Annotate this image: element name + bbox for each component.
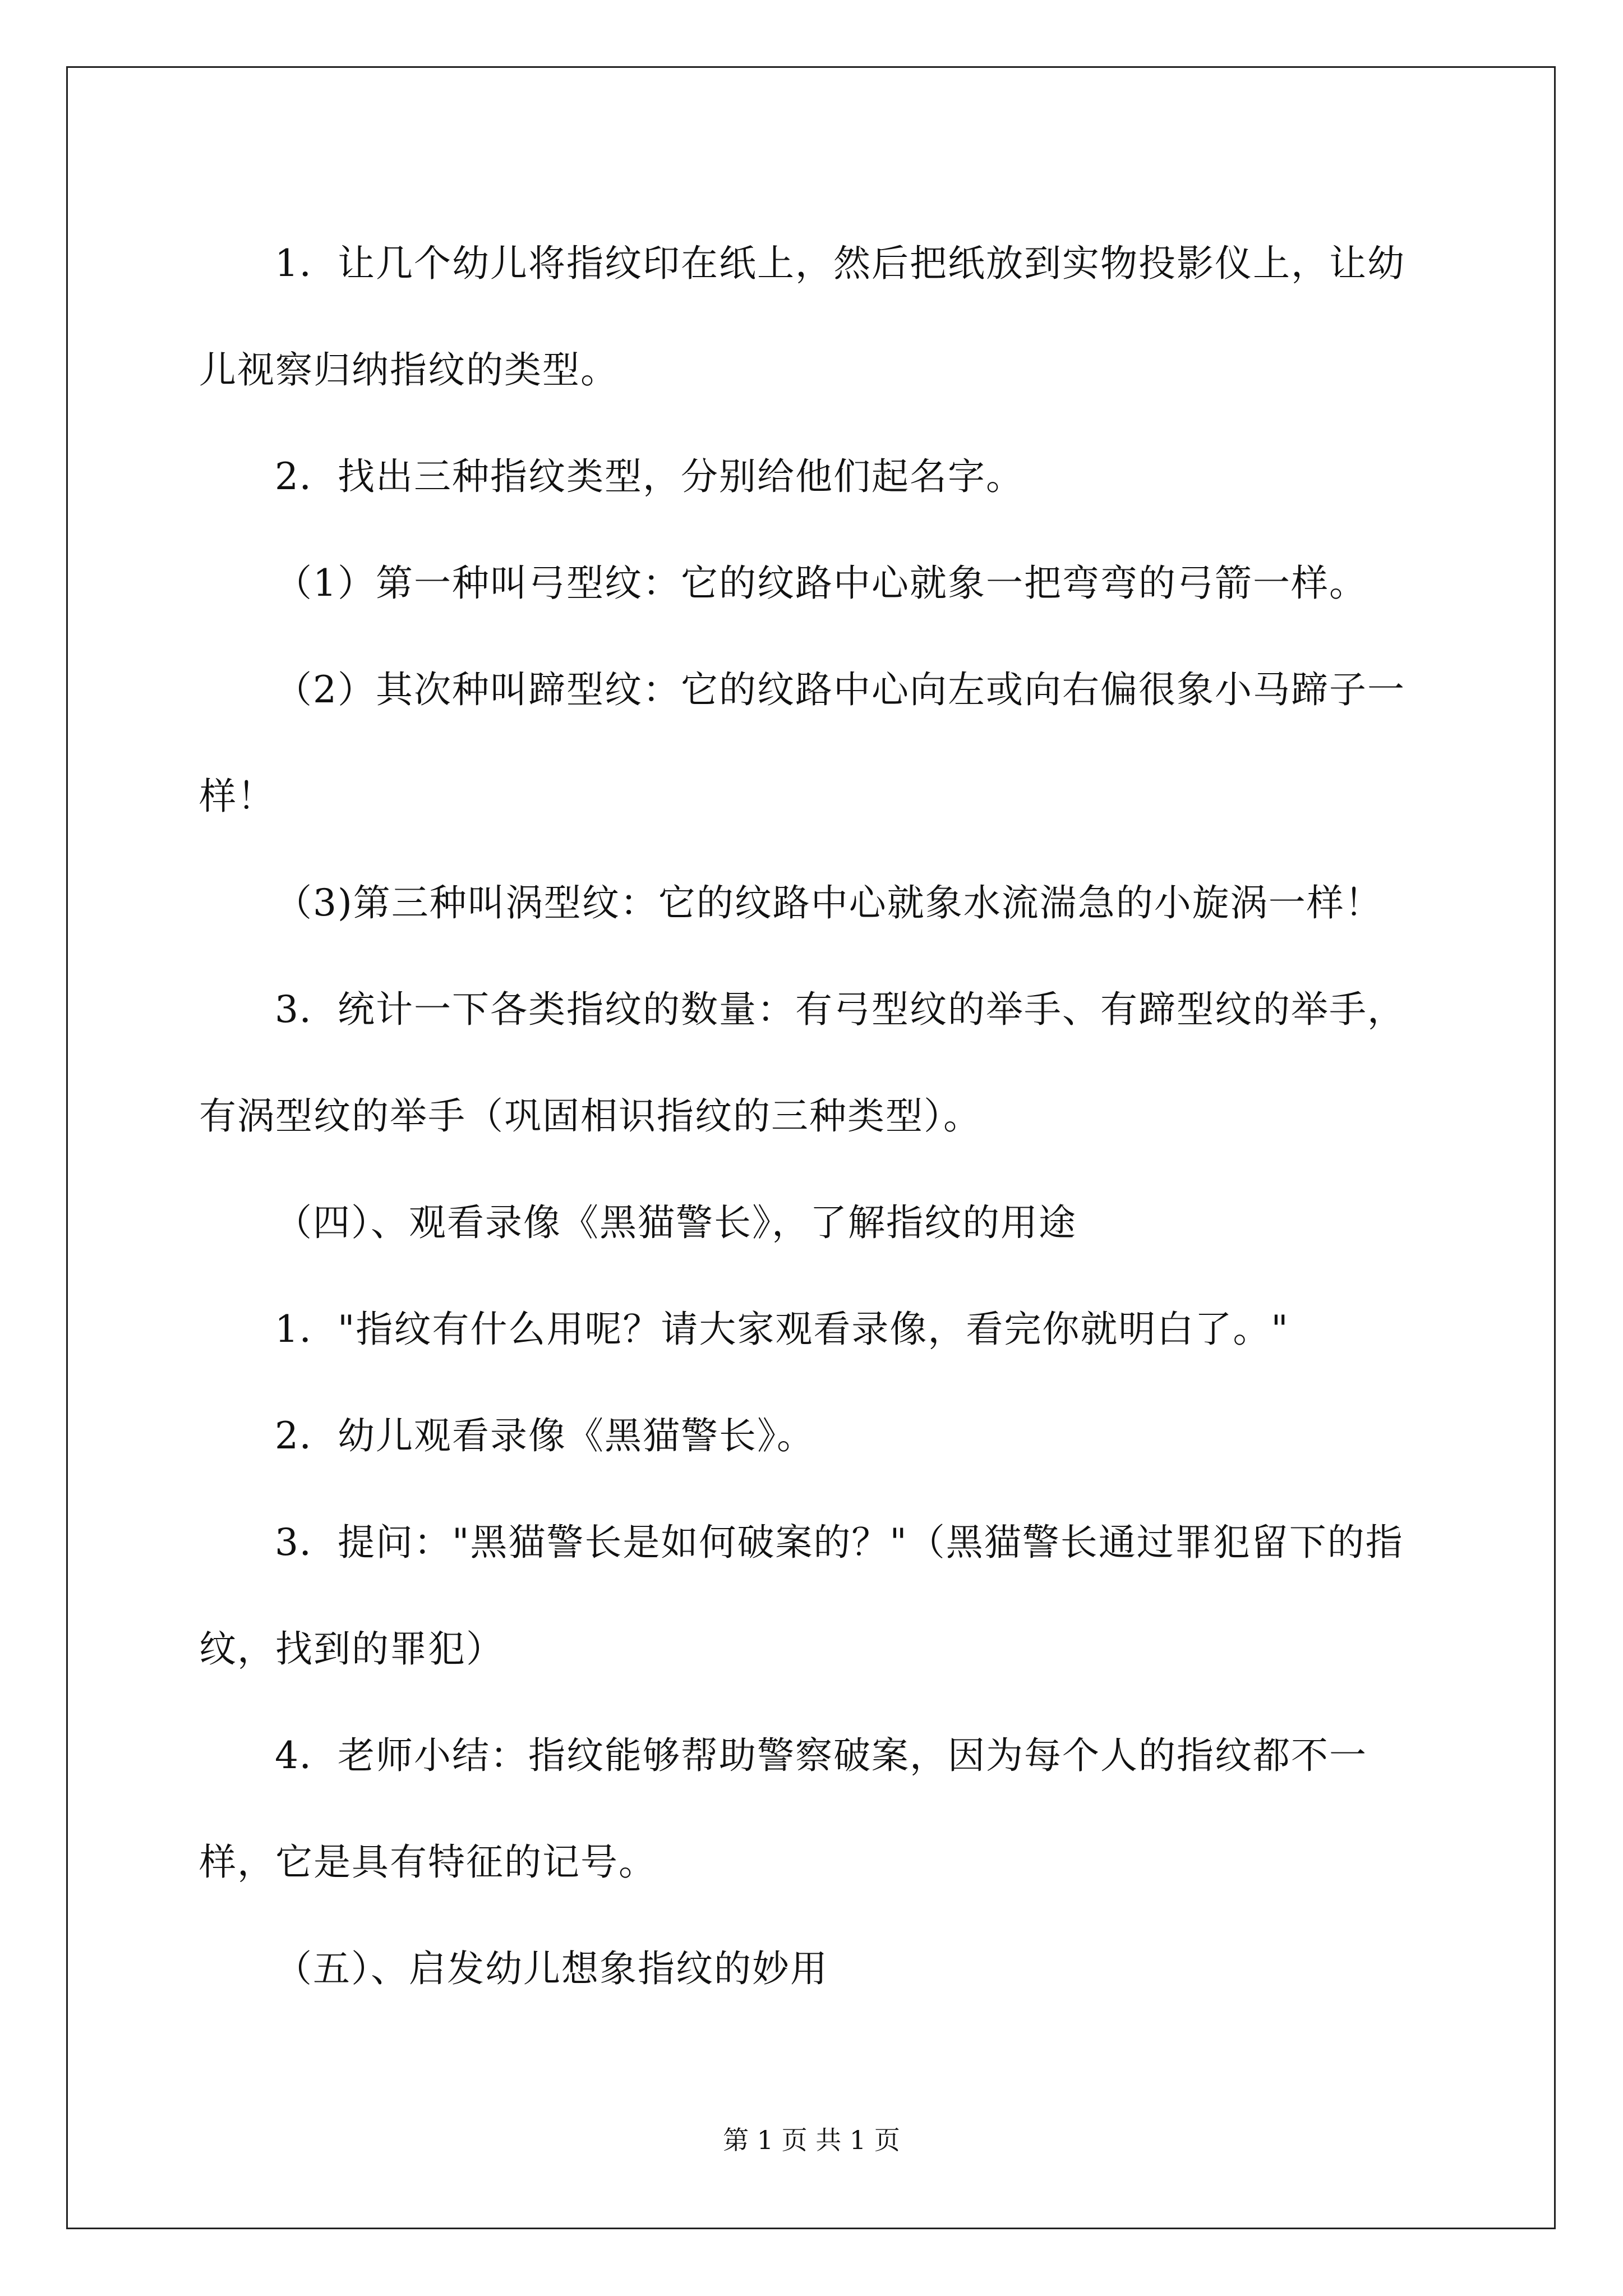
- paragraph-8: 1．"指纹有什么用呢？请大家观看录像，看完你就明白了。": [275, 1308, 1289, 1351]
- paragraph-6: 3．统计一下各类指纹的数量：有弓型纹的举手、有蹄型纹的举手，有涡型纹的举手（巩固相识指纹的三种类型）。: [199, 988, 1405, 1138]
- paragraph-9: 2．幼儿观看录像《黑猫警长》。: [275, 1414, 815, 1457]
- paragraph-11: 4．老师小结：指纹能够帮助警察破案，因为每个人的指纹都不一样，它是具有特征的记号。: [199, 1734, 1367, 1884]
- paragraph-12: （五）、启发幼儿想象指纹的妙用: [275, 1947, 828, 1990]
- paragraph-2: 2．找出三种指纹类型，分别给他们起名字。: [275, 455, 1024, 498]
- paragraph-3: （1）第一种叫弓型纹：它的纹路中心就象一把弯弯的弓箭一样。: [275, 562, 1367, 605]
- paragraph-5: （3)第三种叫涡型纹：它的纹路中心就象水流湍急的小旋涡一样！: [275, 881, 1383, 924]
- document-body: [199, 210, 1441, 2022]
- page-footer: 第 1 页 共 1 页: [723, 2125, 900, 2155]
- paragraph-7: （四）、观看录像《黑猫警长》，了解指纹的用途: [275, 1201, 1077, 1244]
- paragraph-1: 1．让几个幼儿将指纹印在纸上，然后把纸放到实物投影仪上，让幼儿视察归纳指纹的类型。: [199, 242, 1405, 392]
- paragraph-4: （2）其次种叫蹄型纹：它的纹路中心向左或向右偏很象小马蹄子一样！: [199, 668, 1405, 818]
- paragraph-10: 3．提问："黑猫警长是如何破案的？"（黑猫警长通过罪犯留下的指纹，找到的罪犯）: [199, 1521, 1404, 1671]
